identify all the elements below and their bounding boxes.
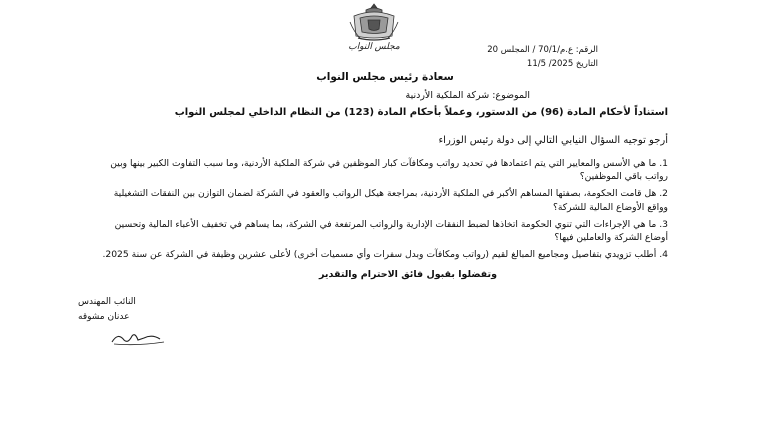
- signer-title: النائب المهندس: [78, 297, 136, 307]
- question-item: 4. أطلب تزويدي بتفاصيل ومجاميع المبالغ لقيم (رواتب ومكافآت وبدل سفرات وأي مسميات أخرى) لأعلى عشرين وظيفة في الشركة عن سنة 2025.: [102, 249, 668, 261]
- questions-list: [95, 157, 668, 265]
- question-item: 2. هل قامت الحكومة، بصفتها المساهم الأكبر في الملكية الأردنية، بمراجعة هيكل الرواتب والعقود في الشركة لضمان التوازن بين النفقات التشغيلية وواقع الأوضاع المالية للشركة؟: [113, 188, 668, 213]
- closing-line: وتفضلوا بقبول فائق الاحترام والتقدير: [319, 269, 497, 280]
- jordan-royal-crest-icon: [346, 2, 402, 42]
- signer-name: عدنان مشوقه: [78, 312, 130, 322]
- question-item: 3. ما هي الإجراءات التي تنوي الحكومة اتخاذها لضبط النفقات الإدارية والرواتب المرتفعة في الشركة، بما يساهم في تخفيف الأعباء المالية وتحسين أوضاع الشركة والعاملين فيها؟: [114, 218, 668, 244]
- handwritten-signature-icon: [108, 328, 168, 348]
- question-item: 1. ما هي الأسس والمعايير التي يتم اعتمادها في تحديد رواتب ومكافآت كبار الموظفين في شركة الملكية الأردنية، وما سبب التفاوت الكبير بينها وبين رواتب باقي الموظفين؟: [110, 158, 668, 183]
- crest-caption: مجلس النواب: [348, 42, 400, 52]
- letter-date: التاريخ 2025/ 11/5: [526, 59, 598, 69]
- intro-paragraph: استناداً لأحكام المادة (96) من الدستور، وعملاً بأحكام المادة (123) من النظام الداخلي لمجلس النواب: [174, 107, 668, 118]
- salutation: سعادة رئيس مجلس النواب: [316, 71, 454, 83]
- reference-number: الرقم: ع.م/70/1 / المجلس 20: [487, 45, 598, 55]
- subject-line: الموضوع: شركة الملكية الأردنية: [405, 90, 530, 101]
- request-line: أرجو توجيه السؤال النيابي التالي إلى دولة رئيس الوزراء: [438, 135, 668, 146]
